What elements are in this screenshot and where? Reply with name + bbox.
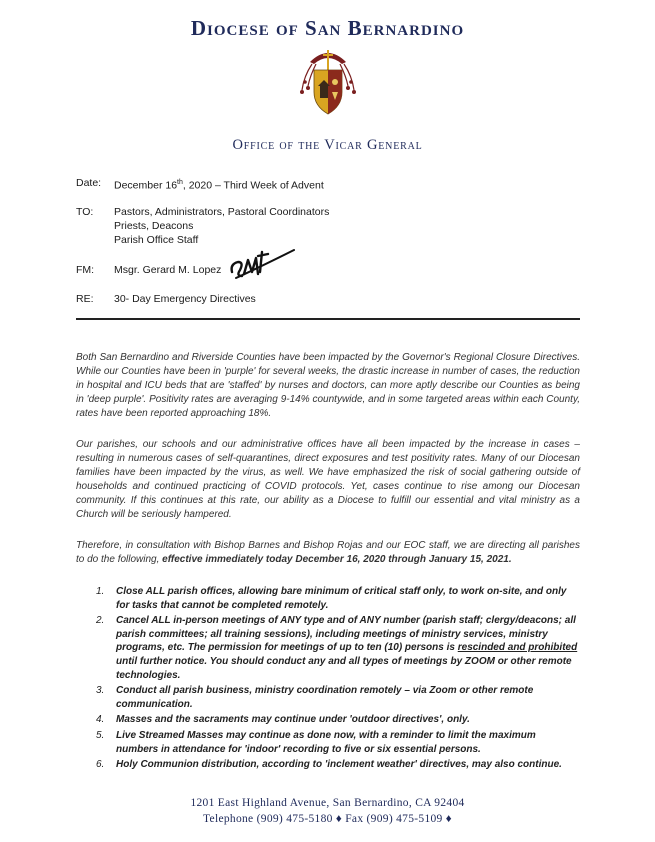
paragraph-3: Therefore, in consultation with Bishop Barnes and Bishop Rojas and our EOC staff, we are directing all parishes to do the following, effective immediately today December 16, 2020 through January 15, 2021. — [76, 540, 580, 565]
to-line: Priests, Deacons — [114, 220, 194, 232]
date-value: December 16th, 2020 – Third Week of Advent — [114, 179, 324, 192]
directive-item: 1. Close ALL parish offices, allowing bare minimum of critical staff only, to work on-site, and only for tasks that cannot be completed remotely. — [96, 586, 567, 611]
directive-item: 2. Cancel ALL in-person meetings of ANY type and of ANY number (parish staff; clergy/deacons; all parish committees; all training sessions), including meetings of ministry services, ministry programs, etc. The permission for meetings of up to ten (10) persons is rescinded and prohibited until further notice. You should conduct any and all types of meetings by ZOOM or other remote technologies. — [96, 615, 578, 681]
effective-dates: effective immediately today December 16, 2020 through January 15, 2021. — [162, 554, 512, 565]
directive-item: 4. Masses and the sacraments may continue under 'outdoor directives', only. — [96, 714, 470, 726]
footer-phone: Telephone (909) 475-5180 ♦ Fax (909) 475-5109 ♦ — [203, 813, 452, 825]
diocese-title: Diocese of San Bernardino — [190, 16, 465, 40]
paragraph-1: Both San Bernardino and Riverside Counties have been impacted by the Governor's Regional Closure Directives. While our Counties have been in 'purple' for several weeks, the drastic increase in number of cases, the reduction in hospital and ICU beds that are 'staffed' by nurses and doctors, can more aptly describe our Counties as being in 'deep purple'. Positivity rates are averaging 9-14% countywide, and in some targeted areas within each County, rates have been reported approaching 18%. — [76, 352, 580, 419]
re-value: 30- Day Emergency Directives — [114, 293, 256, 305]
paragraph-2: Our parishes, our schools and our administrative offices have all been impacted by the increase in cases – resulting in numerous cases of self-quarantines, direct exposures and test positivity rates. Many of our Diocesan families have been impacted by the virus, as well. We have emphasized the risk of social gathering outside of households and continued practicing of COVID protocols. Yet, cases continue to rise among our Diocesan community. If this continues at this rate, our ability as a Diocese to fulfill our essential and vital ministry as a Church will be seriously hampered. — [76, 439, 580, 520]
coat-of-arms-icon — [296, 42, 360, 118]
header-divider — [76, 318, 580, 320]
office-title: Office of the Vicar General — [232, 137, 423, 153]
directives-list — [76, 585, 580, 774]
directive-item: 3. Conduct all parish business, ministry coordination remotely – via Zoom or other remote communication. — [96, 685, 534, 710]
to-recipients — [114, 205, 329, 247]
date-label: Date: — [76, 177, 102, 189]
to-label: TO: — [76, 206, 94, 218]
directive-item: 6. Holy Communion distribution, according to 'inclement weather' directives, may also continue. — [96, 759, 562, 771]
fm-label: FM: — [76, 264, 95, 276]
footer-address: 1201 East Highland Avenue, San Bernardino, CA 92404 — [190, 797, 465, 809]
signature-icon — [228, 242, 298, 282]
to-line: Parish Office Staff — [114, 234, 199, 246]
fm-value: Msgr. Gerard M. Lopez — [114, 264, 222, 276]
directive-item: 5. Live Streamed Masses may continue as done now, with a reminder to limit the maximum numbers in attendance for 'indoor' recording to five or six essential persons. — [96, 729, 536, 755]
to-line: Pastors, Administrators, Pastoral Coordinators — [114, 206, 330, 218]
re-label: RE: — [76, 293, 94, 305]
